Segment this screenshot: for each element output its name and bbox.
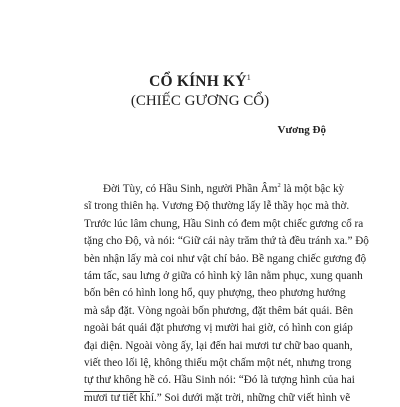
body-line: bốn bên có hình long hổ, quy phượng, theo phương hướng <box>84 287 346 300</box>
body-line: tặng cho Độ, và nói: “Giữ cái này trăm thứ tà đều tránh xa.” Độ <box>84 235 369 248</box>
body-line: Đời Tùy, có Hầu Sinh, người Phần $Âm^2$ là một bậc kỳ <box>103 182 345 195</box>
chapter-title <box>0 73 400 91</box>
footnote-divider <box>84 391 150 392</box>
chapter-title-text: CỔ KÍNH KÝ <box>149 73 247 90</box>
body-line: sĩ trong thiên hạ. Vương Độ thường lấy lễ thầy học mà thờ. <box>84 200 350 213</box>
body-line: viết theo lối lệ, không thiếu một chấm một nét, nhưng trong <box>84 357 352 370</box>
chapter-subtitle: (CHIẾC GƯƠNG CỔ) <box>130 93 270 109</box>
body-line: đại diện. Ngoài vòng ấy, lại đến hai mươi tư chữ bao quanh, <box>84 339 353 352</box>
body-line: mà sắp đặt. Vòng ngoài bốn phương, đặt thêm bát quái. Bên <box>84 304 354 317</box>
body-text <box>84 181 369 407</box>
title-footnote-marker: 1 <box>246 73 251 82</box>
footnote-marker: 2 <box>277 182 281 189</box>
body-line: bèn nhận lấy mà coi như vật chí bảo. Bề ngang chiếc gương độ <box>84 252 367 265</box>
body-line: ngoài bát quái đặt phương vị mười hai giờ, có hình con giáp <box>84 322 353 335</box>
body-line: Trước lúc lâm chung, Hầu Sinh có đem một chiếc gương cổ ra <box>84 217 364 230</box>
body-line: tự thư không hề có. Hầu Sinh nói: “Đó là tượng hình của hai <box>84 374 355 387</box>
body-line: mươi tư tiết khí.” Soi dưới mặt trời, những chữ viết hình vẽ <box>84 391 351 404</box>
body-line: tám tấc, sau lưng ở giữa có hình kỳ lân nằm phục, xung quanh <box>84 270 363 283</box>
author-name: Vương Độ <box>277 124 326 136</box>
